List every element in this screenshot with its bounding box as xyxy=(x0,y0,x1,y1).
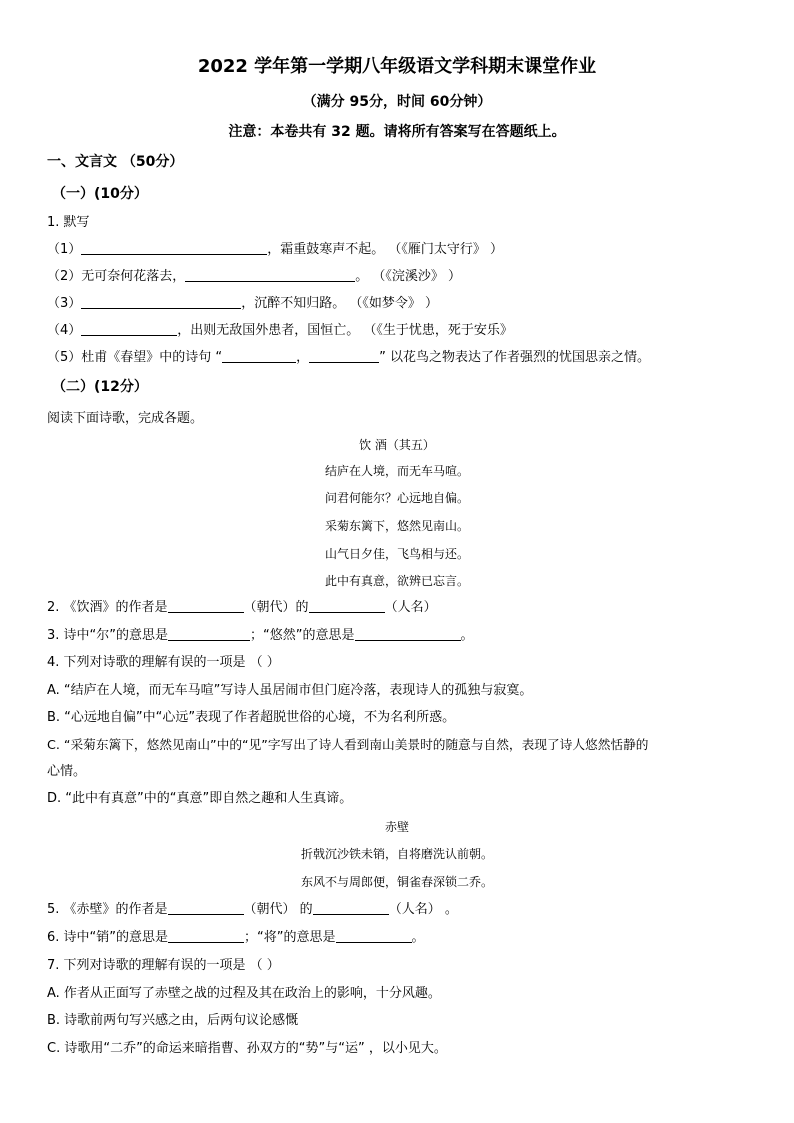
section-heading: 一、文言文 （50分） xyxy=(47,154,184,170)
q7-option-c[interactable]: C. 诗歌用“二乔”的命运来暗指曹、孙双方的“势”与“运” ，以小见大。 xyxy=(47,1041,447,1056)
q6: 6. 诗中“销”的意思是 ；“将”的意思是 。 xyxy=(47,930,425,945)
poem2-line: 东风不与周郎便，铜雀春深锁二乔。 xyxy=(300,875,493,889)
q1-title: 1. 默写 xyxy=(47,215,90,230)
answer-blank[interactable] xyxy=(168,599,244,613)
answer-blank[interactable] xyxy=(81,322,177,336)
q7-option-a[interactable]: A. 作者从正面写了赤壁之战的过程及其在政治上的影响，十分风趣。 xyxy=(47,986,441,1001)
poem2-title: 赤壁 xyxy=(384,820,409,834)
answer-blank[interactable] xyxy=(222,349,296,363)
poem1-line: 采菊东篱下，悠然见南山。 xyxy=(324,519,469,533)
answer-blank[interactable] xyxy=(336,929,412,943)
q4-option-b[interactable]: B. “心远地自偏”中“心远”表现了作者超脱世俗的心境，不为名利所惑。 xyxy=(47,710,456,725)
q4-option-c[interactable]: C. “采菊东篱下，悠然见南山”中的“见”字写出了诗人看到南山美景时的随意与自然，表现了诗人悠然恬静的 xyxy=(47,737,649,752)
exam-title: 2022 学年第一学期八年级语文学科期末课堂作业 xyxy=(197,56,597,77)
part2-intro: 阅读下面诗歌，完成各题。 xyxy=(47,411,204,426)
q1-item-1: （1） ，霜重鼓寒声不起。 （《雁门太守行》 ） xyxy=(47,242,504,257)
q1-item-4: （4） ，出则无敌国外患者，国恒亡。 （《生于忧患，死于安乐》 xyxy=(47,323,513,338)
part2-heading: （二）(12分） xyxy=(52,379,148,395)
answer-blank[interactable] xyxy=(168,627,250,641)
answer-blank[interactable] xyxy=(81,241,267,255)
q7-stem: 7. 下列对诗歌的理解有误的一项是 （ ） xyxy=(47,958,280,973)
q7-option-b[interactable]: B. 诗歌前两句写兴感之由，后两句议论感慨 xyxy=(47,1013,299,1028)
answer-blank[interactable] xyxy=(168,901,244,915)
exam-notice: 注意：本卷共有 32 题。请将所有答案写在答题纸上。 xyxy=(228,124,566,140)
poem1-title: 饮 酒（其五） xyxy=(359,438,435,452)
answer-blank[interactable] xyxy=(355,627,461,641)
q4-option-a[interactable]: A. “结庐在人境，而无车马喧”写诗人虽居闹市但门庭冷落，表现诗人的孤独与寂寞。 xyxy=(47,683,533,698)
answer-blank[interactable] xyxy=(81,295,241,309)
q5: 5. 《赤壁》的作者是 （朝代） 的 （人名） 。 xyxy=(47,902,458,917)
q1-item-2: （2）无可奈何花落去， 。 （《浣溪沙》 ） xyxy=(47,269,462,284)
q4-option-d[interactable]: D. “此中有真意”中的“真意”即自然之趣和人生真谛。 xyxy=(47,791,353,806)
answer-blank[interactable] xyxy=(168,929,244,943)
answer-blank[interactable] xyxy=(309,349,379,363)
poem2-line: 折戟沉沙铁未销，自将磨洗认前朝。 xyxy=(300,847,493,861)
poem1-line: 结庐在人境，而无车马喧。 xyxy=(324,464,469,478)
part1-heading: （一）(10分） xyxy=(52,186,148,202)
poem1-line: 此中有真意，欲辨已忘言。 xyxy=(324,574,469,588)
poem1-line: 山气日夕佳，飞鸟相与还。 xyxy=(324,547,469,561)
answer-blank[interactable] xyxy=(309,599,385,613)
answer-blank[interactable] xyxy=(313,901,389,915)
answer-blank[interactable] xyxy=(185,268,355,282)
exam-subtitle: （满分 95分，时间 60分钟） xyxy=(302,94,492,110)
q2: 2. 《饮酒》的作者是 （朝代）的 （人名） xyxy=(47,600,437,615)
q3: 3. 诗中“尔”的意思是 ；“悠然”的意思是 。 xyxy=(47,628,474,643)
q1-item-5: （5）杜甫《春望》中的诗句 “ ， ” 以花鸟之物表达了作者强烈的忧国思亲之情。 xyxy=(47,350,651,365)
q1-item-3: （3） ，沉醉不知归路。 （《如梦令》 ） xyxy=(47,296,439,311)
q4-option-c-cont: 心情。 xyxy=(47,764,87,779)
poem1-line: 问君何能尔？心远地自偏。 xyxy=(324,491,469,505)
q4-stem: 4. 下列对诗歌的理解有误的一项是 （ ） xyxy=(47,655,280,670)
